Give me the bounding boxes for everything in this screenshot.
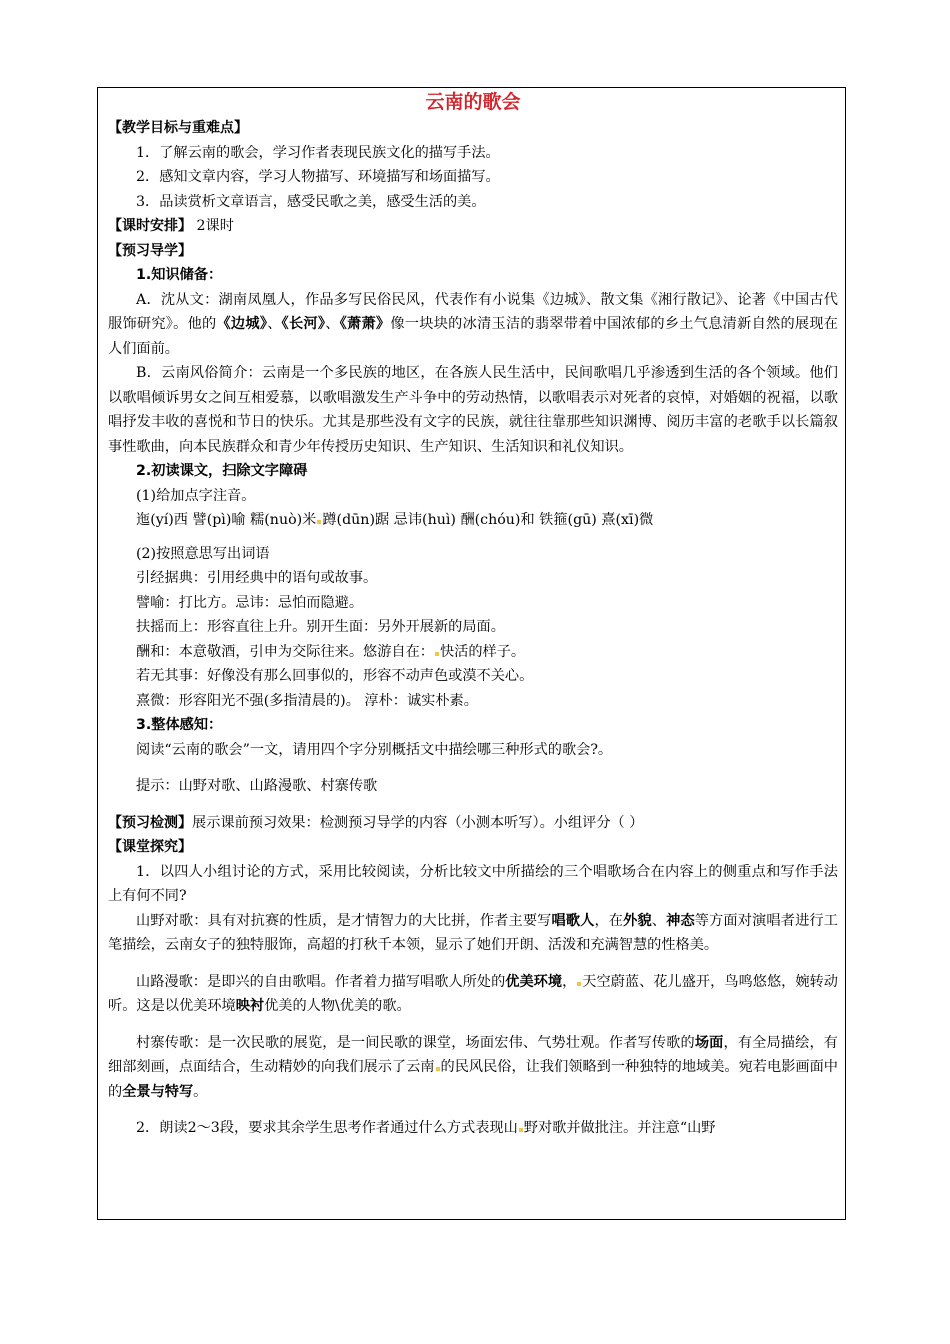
- overview-question: 阅读“云南的歌会”一文，请用四个字分别概括文中描绘哪三种形式的歌会?。: [136, 741, 613, 758]
- vocab-2: 譬喻：打比方。忌讳：忌怕而隐避。: [136, 594, 364, 611]
- answer-bold: 场面: [694, 1034, 724, 1051]
- page-title: 云南的歌会: [425, 91, 521, 113]
- answer-text: ，有全局描绘，有细部刻画，点面结合，生动精妙的向我们展示了云南: [108, 1034, 838, 1075]
- vocab-4: [108, 640, 838, 665]
- schedule-line: [108, 214, 838, 239]
- question-2-text-end: 野对歌并做批注。并注意“山野: [523, 1120, 716, 1136]
- goal-item-2: 2．感知文章内容，学习人物描写、环境描写和场面描写。: [136, 169, 500, 185]
- overview-hint: 提示：山野对歌、山路漫歌、村寨传歌: [136, 778, 378, 794]
- book-biancheng: 《边城》: [216, 316, 268, 332]
- answer-bold: 优美环境: [505, 973, 563, 990]
- check-text: 展示课前预习效果：检测预习导学的内容（小测本听写）。小组评分（ ）: [192, 814, 644, 831]
- answer-bold: 外貌: [623, 912, 652, 929]
- highlight-mark: [435, 652, 439, 656]
- reading-heading: 2.初读课文，扫除文字障碍: [136, 463, 308, 479]
- goal-item-1: 1．了解云南的歌会，学习作者表现民族文化的描写手法。: [136, 144, 500, 161]
- answer-bold: 全景与特写: [122, 1083, 194, 1100]
- separator: 、: [325, 316, 340, 332]
- schedule-value: 2课时: [192, 218, 234, 234]
- explore-heading: 【课堂探究】: [108, 839, 192, 855]
- answer-text: 天空蔚蓝、花儿盛开，鸟鸣悠悠，婉转动听。这是以优美环境: [108, 973, 838, 1014]
- answer-text: 、: [651, 912, 667, 929]
- vocab-4-text-end: 快活的样子。: [439, 643, 526, 660]
- answer-text: 的民风民俗，让我们领略到一种独特的地域美。宛若电影画面中的: [108, 1059, 838, 1100]
- highlight-mark: [436, 1067, 440, 1071]
- knowledge-a: [108, 288, 838, 362]
- answer-text: 山路漫歌：是即兴的自由歌唱。作者着力描写唱歌人所处的: [136, 973, 506, 990]
- schedule-heading: 【课时安排】: [108, 218, 192, 234]
- book-changhe: 《长河》: [281, 316, 326, 332]
- explore-question-1: 1．以四人小组讨论的方式，采用比较阅读，分析比较文中所描绘的三个唱歌场合在内容上的侧重点和写作手法上有何不同?: [108, 863, 838, 904]
- answer-road: [108, 970, 838, 1019]
- answer-bold: 映衬: [235, 998, 265, 1014]
- knowledge-a-text: A．沈从文：湖南凤凰人，作品多写民俗民风，代表作有小说集《边城》、散文集《湘行散记》、论著《中国古代服饰研究》。他的: [108, 291, 838, 332]
- vocab-question: (2)按照意思写出词语: [136, 545, 270, 562]
- highlight-mark: [317, 520, 321, 524]
- answer-mountain: [108, 909, 838, 958]
- goal-item-3: 3．品读赏析文章语言，感受民歌之美，感受生活的美。: [136, 193, 486, 210]
- check-heading: 【预习检测】: [108, 814, 192, 831]
- explore-question-2: [108, 1116, 838, 1141]
- vocab-6: 熹微：形容阳光不强(多指清晨的)。 淳朴：诚实朴素。: [136, 692, 478, 709]
- answer-bold: 神态: [666, 912, 695, 929]
- answer-village: [108, 1031, 838, 1105]
- book-xiaoxiao: 《萧萧》: [339, 316, 391, 332]
- highlight-mark: [519, 1128, 523, 1132]
- pinyin-line: [108, 508, 838, 533]
- answer-text: 山野对歌：具有对抗赛的性质，是才情智力的大比拼，作者主要写: [136, 912, 552, 929]
- answer-text: 村寨传歌：是一次民歌的展览，是一间民歌的课堂，场面宏伟、气势壮观。作者写传歌的: [136, 1034, 695, 1051]
- overview-heading: 3.整体感知：: [136, 717, 223, 733]
- preview-heading: 【预习导学】: [108, 242, 192, 259]
- answer-bold: 唱歌人: [551, 912, 595, 929]
- vocab-4-text: 酬和：本意敬酒，引申为交际往来。悠游自在：: [136, 643, 434, 660]
- answer-text: 优美的人物\优美的歌。: [264, 998, 411, 1014]
- separator: 、: [267, 316, 282, 332]
- knowledge-heading: 1.知识储备：: [136, 267, 223, 283]
- vocab-5: 若无其事：好像没有那么回事似的，形容不动声色或漠不关心。: [136, 668, 534, 684]
- pinyin-group-b: 蹲(dūn)踞 忌讳(huì) 酬(chóu)和 铁箍(gū) 熹(xī)微: [322, 512, 654, 528]
- vocab-3: 扶摇而上：形容直往上升。别开生面：另外开展新的局面。: [136, 619, 505, 635]
- knowledge-a-text-end: 像一块块的冰清玉洁的翡翠带着中国浓郁的乡土气息清新自然的展现在人们面前。: [108, 316, 838, 357]
- pinyin-group-a: 迤(yí)西 譬(pì)喻 糯(nuò)米: [136, 512, 317, 528]
- answer-text: 等方面对演唱者进行工笔描绘，云南女子的独特服饰，高超的打秋千本领，显示了她们开朗、活泼和充满智慧的性格美。: [108, 912, 838, 953]
- question-2-text: 2．朗读2～3段，要求其余学生思考作者通过什么方式表现山: [136, 1120, 518, 1136]
- document-body: [108, 88, 838, 1141]
- answer-text: ，在: [594, 912, 624, 929]
- vocab-1: 引经据典：引用经典中的语句或故事。: [136, 570, 378, 586]
- answer-text: ，: [562, 973, 577, 990]
- check-line: [108, 811, 838, 836]
- answer-text: 。: [193, 1083, 208, 1100]
- goals-heading: 【教学目标与重难点】: [108, 120, 248, 136]
- pinyin-question: (1)给加点字注音。: [136, 487, 256, 504]
- knowledge-b: B．云南风俗简介：云南是一个多民族的地区，在各族人民生活中，民间歌唱几乎渗透到生活的各个领域。他们以歌唱倾诉男女之间互相爱慕，以歌唱激发生产斗争中的劳动热情，以歌唱表示对死者的哀悼，对婚姻的祝福，以歌唱抒发丰收的喜悦和节日的快乐。尤其是那些没有文字的民族，就往往靠那些知识渊博、阅历丰富的老歌手以长篇叙事性歌曲，向本民族群众和青少年传授历史知识、生产知识、生活知识和礼仪知识。: [108, 365, 838, 455]
- highlight-mark: [577, 982, 581, 986]
